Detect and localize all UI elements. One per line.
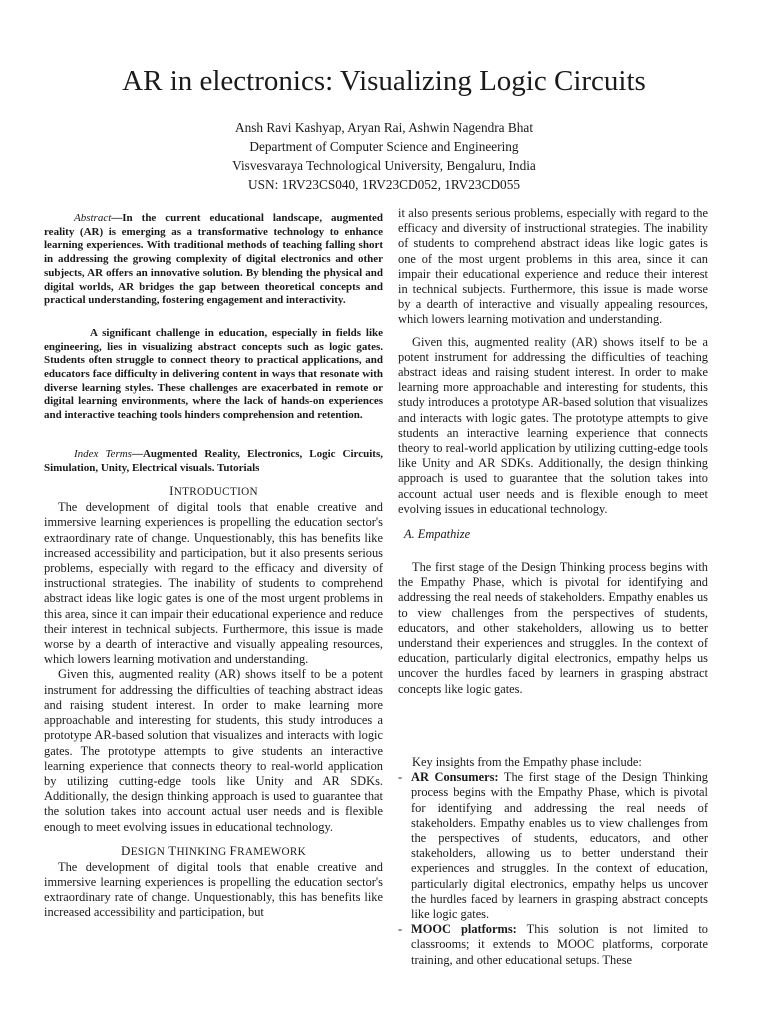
right-paragraph-2: Given this, augmented reality (AR) shows itself to be a potent instrument for addressing the difficulties of teaching abstract ideas and raising student interest. In order to make learning more approachable and interesting for students, this study introduces a prototype AR-based solution that visualizes and interacts with logic gates. The prototype attempts to give students an interactive learning experience that connects theory to real-world application by utilizing cutting-edge tools like Unity and AR SDKs. Additionally, the design thinking approach is used to guarantee that the solution takes into account actual user needs and is flexible enough to meet evolving issues in educational technology. bbox=[398, 334, 708, 516]
abstract-text: —In the current educational landscape, augmented reality (AR) is emerging as a transformative technology to enhance learning experiences. With traditional methods of teaching falling short in addressing the growing complexity of digital electronics and other subjects, AR offers an innovative solution. By blending the physical and digital worlds, AR bridges the gap between theoretical concepts and practical understanding, fostering engagement and interactivity. bbox=[44, 212, 383, 307]
paper-title: AR in electronics: Visualizing Logic Circuits bbox=[122, 65, 646, 97]
author-department: Department of Computer Science and Engineering bbox=[249, 139, 519, 154]
author-university: Visvesvaraya Technological University, Bengaluru, India bbox=[232, 158, 536, 173]
abstract-paragraph bbox=[44, 212, 383, 308]
empathize-paragraph: The first stage of the Design Thinking process begins with the Empathy Phase, which is pivotal for identifying and addressing the real needs of stakeholders. Empathy enables us to view challenges from the perspectives of students, educators, and other stakeholders, allowing us to better understand their experiences and struggles. In the context of education, particularly digital electronics, empathy helps us uncover the hurdles faced by learners in grasping abstract concepts like logic gates. bbox=[398, 560, 708, 696]
author-usn: USN: 1RV23CS040, 1RV23CD052, 1RV23CD055 bbox=[247, 177, 520, 192]
index-terms-text: —Augmented Reality, Electronics, Logic Circuits, Simulation, Unity, Electrical visuals. Tutorials bbox=[44, 447, 383, 474]
section-heading-design-thinking: DESIGN THINKING FRAMEWORK bbox=[121, 842, 306, 858]
index-terms-lead: Index Terms bbox=[74, 447, 132, 460]
intro-paragraph-1: The development of digital tools that enable creative and immersive learning experiences is propelling the education sector's extraordinary rate of change. Unquestionably, this has benefits like increased accessibility and participation, but it also presents serious problems, especially with regard to the efficacy and diversity of instructional strategies. The inability of students to comprehend abstract ideas like logic gates is one of the most urgent problems in this area, since it can impair their educational experience and reduce their interest in technical subjects. Furthermore, this issue is made worse by a dearth of interactive and visually appealing resources, which lowers learning motivation and understanding. bbox=[44, 500, 383, 667]
list-item: - AR Consumers: The first stage of the Design Thinking process begins with the Empathy Phase, which is pivotal for identifying and addressing the real needs of stakeholders. Empathy enables us to view challenges from the perspectives of students, educators, and other stakeholders, allowing us to better understand their experiences and struggles. In the context of education, particularly digital electronics, empathy helps us uncover the hurdles faced by learners in grasping abstract concepts like logic gates. bbox=[398, 770, 708, 921]
left-column bbox=[44, 212, 383, 921]
right-paragraph-1: it also presents serious problems, especially with regard to the efficacy and diversity of instructional strategies. The inability of students to comprehend abstract ideas like logic gates is one of the most urgent problems in this area, since it can impair their educational experience and reduce their interest in technical subjects. Furthermore, this issue is made worse by a dearth of interactive and visually appealing resources, which lowers learning motivation and understanding. bbox=[398, 206, 708, 327]
list-item: - MOOC platforms: This solution is not limited to classrooms; it extends to MOOC platforms, corporate training, and other educational setups. These bbox=[398, 922, 708, 967]
right-column bbox=[398, 206, 708, 968]
author-names: Ansh Ravi Kashyap, Aryan Rai, Ashwin Nagendra Bhat bbox=[234, 120, 534, 135]
author-block bbox=[0, 118, 768, 194]
key-insights-intro: Key insights from the Empathy phase include: bbox=[412, 754, 642, 769]
intro-paragraph-2: Given this, augmented reality (AR) shows itself to be a potent instrument for addressing the difficulties of teaching abstract ideas and raising student interest. In order to make learning more approachable and interesting for students, this study introduces a prototype AR-based solution that visualizes and interacts with logic gates. The prototype attempts to give students an interactive learning experience that connects theory to real-world application by utilizing cutting-edge tools like Unity and AR SDKs. Additionally, the design thinking approach is used to guarantee that the solution takes into account actual user needs and is flexible enough to meet evolving issues in educational technology. bbox=[44, 667, 383, 834]
design-thinking-paragraph-1: The development of digital tools that enable creative and immersive learning experiences is propelling the education sector's extraordinary rate of change. Unquestionably, this has benefits like increased accessibility and participation, but bbox=[44, 859, 383, 920]
index-terms bbox=[44, 448, 383, 475]
abstract-paragraph-2: A significant challenge in education, especially in fields like engineering, lies in visualizing abstract concepts such as logic gates. Students often struggle to connect theory to practical applications, and educators face difficulty in delivering content in ways that resonate with diverse learning styles. These challenges are exacerbated in remote or digital learning environments, where the lack of hands-on experiences and interactive teaching tools hinders comprehension and retention. bbox=[44, 326, 383, 422]
abstract-lead: Abstract bbox=[74, 212, 112, 224]
insights-list bbox=[398, 770, 708, 968]
subsection-heading-empathize: A. Empathize bbox=[404, 527, 471, 542]
section-heading-introduction: INTRODUCTION bbox=[169, 483, 258, 499]
